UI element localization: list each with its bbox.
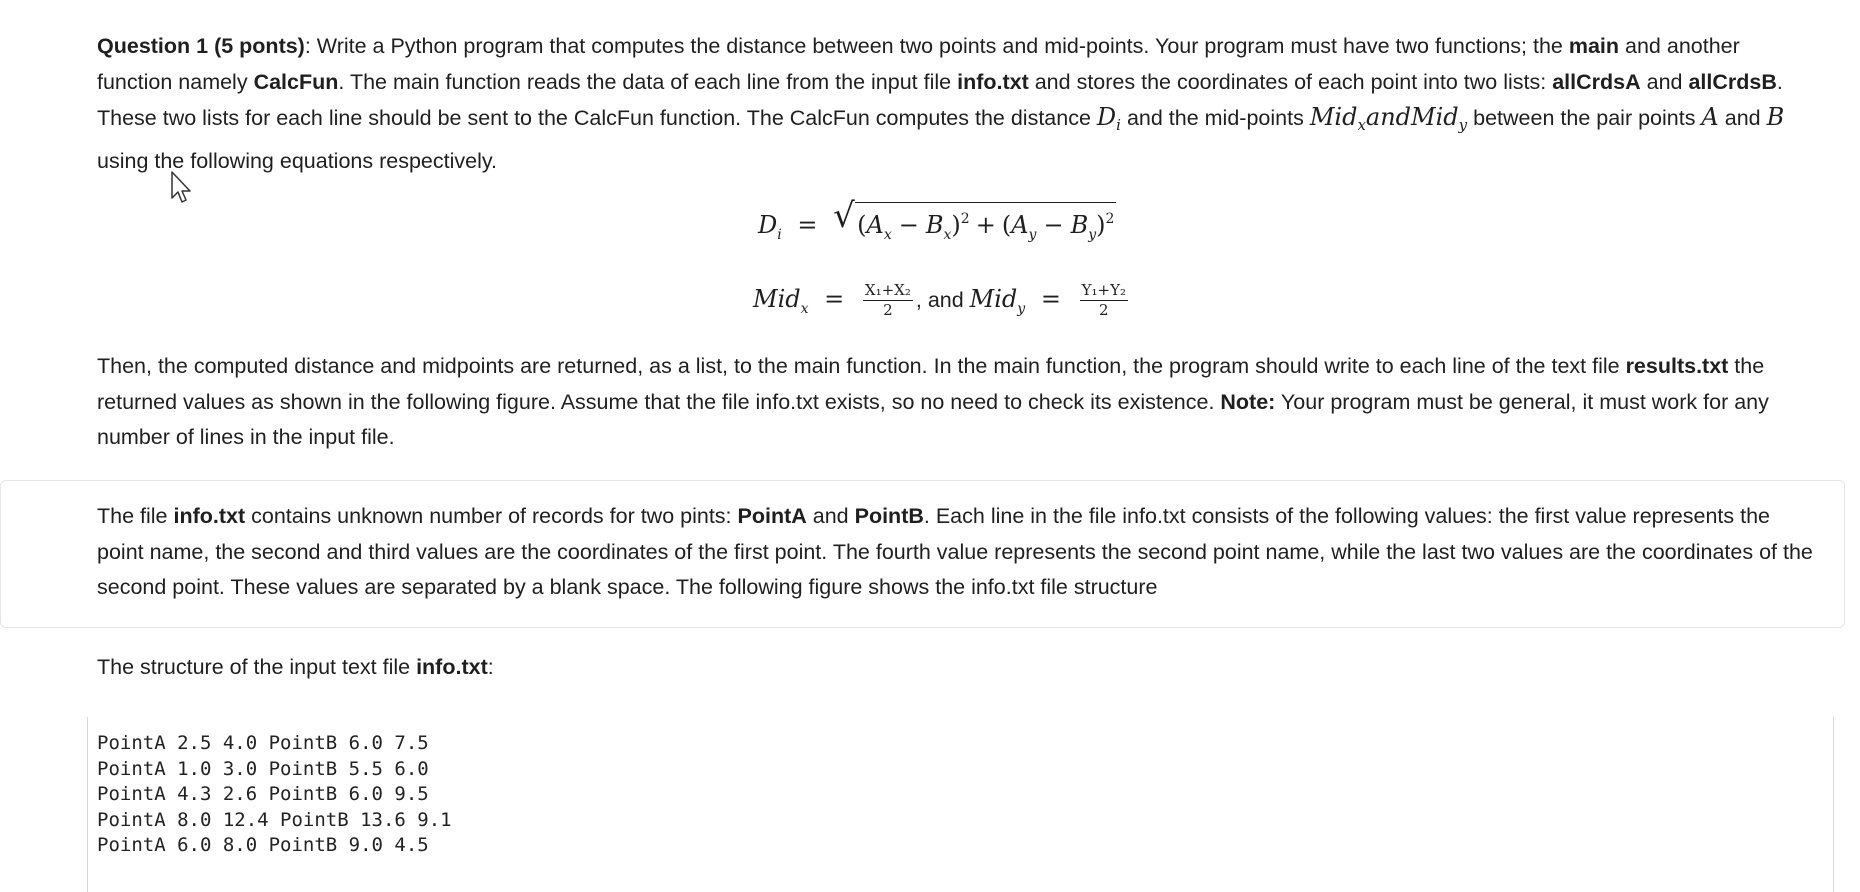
question-heading: Question 1 (5 ponts) — [97, 34, 305, 58]
keyword-calcfun: CalcFun — [253, 69, 339, 94]
return-paragraph — [97, 349, 1817, 456]
structure-label — [97, 650, 1817, 686]
paragraph-text: Your program must be general, it must work for any number of lines in the input file. — [97, 389, 1769, 449]
question-text: and — [1718, 106, 1767, 130]
keyword-info-txt: info.txt — [173, 504, 246, 528]
question-text: using the following equations respectively. — [97, 148, 497, 173]
keyword-results-txt: results.txt — [1625, 354, 1729, 378]
paragraph-text: and — [806, 504, 855, 528]
keyword-pointa: PointA — [737, 504, 807, 528]
question-paragraph — [97, 29, 1817, 179]
paragraph-text: contains unknown number of records for two pints: — [245, 504, 738, 528]
keyword-allcrdsa: allCrdsA — [1552, 69, 1641, 94]
paragraph-text: The structure of the input text file — [97, 655, 417, 679]
code-line: PointA 4.3 2.6 PointB 6.0 9.5 — [97, 783, 429, 805]
math-point-b: B — [1766, 103, 1785, 131]
code-line: PointA 2.5 4.0 PointB 6.0 7.5 — [97, 732, 429, 754]
fraction-x: $\frac{\text{X₁+X₂}}{2}$ — [864, 281, 911, 319]
question-text: . The main function reads the data of each line from the input file — [338, 69, 958, 94]
paragraph-text: . Each line in the file info.txt consists of the following values: the first value represents the point name, the second and third values are the coordinates of the first point. The fourth value represents the second point name, while the last two values are the coordinates of the second point. These values are separated by a blank space. The following figure shows the info.txt file structure — [97, 504, 1813, 599]
question-text: and another function namely — [97, 34, 1740, 94]
code-content — [97, 731, 452, 859]
question-text: and stores the coordinates of each point into two lists: — [1028, 69, 1553, 94]
mouse-cursor-icon — [170, 170, 194, 206]
midpoint-formula: Mid$_x$ = $\frac{\text{X₁+X₂}}{2}$ , and Mid$_y$ = $\frac{\text{Y₁+Y₂}}{2}$ — [753, 281, 1127, 319]
math-point-a: A — [1701, 103, 1719, 131]
file-description-paragraph — [97, 499, 1817, 606]
keyword-allcrdsb: allCrdsB — [1688, 69, 1777, 94]
keyword-info-txt: info.txt — [957, 69, 1029, 94]
fraction-y: $\frac{\text{Y₁+Y₂}}{2}$ — [1081, 281, 1127, 319]
distance-formula: $D_i$ = √ $(A_x - B_x)^2 + (A_y - B_y)^2$ — [758, 202, 1116, 249]
question-text: : Write a Python program that computes the distance between two points and mid-points. Your program must have two functions; the — [304, 34, 1569, 58]
question-text: and the mid-points — [1120, 106, 1310, 130]
code-line: PointA 6.0 8.0 PointB 9.0 4.5 — [97, 834, 429, 856]
sqrt-icon: √ — [833, 196, 855, 236]
keyword-pointb: PointB — [854, 504, 924, 528]
math-midpoints-symbol: Mid$_x$andMid$_y$ — [1309, 103, 1468, 134]
code-block — [87, 717, 1834, 892]
paragraph-text: the returned values as shown in the following figure. Assume that the file info.txt exists, so no need to check its existence. — [97, 354, 1765, 414]
question-text: . These two lists for each line should be sent to the CalcFun function. The CalcFun computes the distance — [97, 69, 1783, 130]
paragraph-text: Then, the computed distance and midpoints are returned, as a list, to the main function. In the main function, the program should write to each line of the text file — [97, 354, 1626, 378]
code-line: PointA 8.0 12.4 PointB 13.6 9.1 — [97, 808, 452, 831]
question-text: between the pair points — [1467, 106, 1702, 130]
math-distance-symbol: $D_i$ — [1096, 103, 1121, 134]
paragraph-text: : — [487, 655, 494, 679]
keyword-note: Note: — [1220, 389, 1276, 414]
question-text: and — [1640, 69, 1689, 94]
keyword-info-txt: info.txt — [416, 655, 488, 679]
keyword-main: main — [1568, 34, 1620, 58]
paragraph-text: The file — [97, 504, 174, 528]
code-line: PointA 1.0 3.0 PointB 5.5 6.0 — [97, 757, 429, 780]
